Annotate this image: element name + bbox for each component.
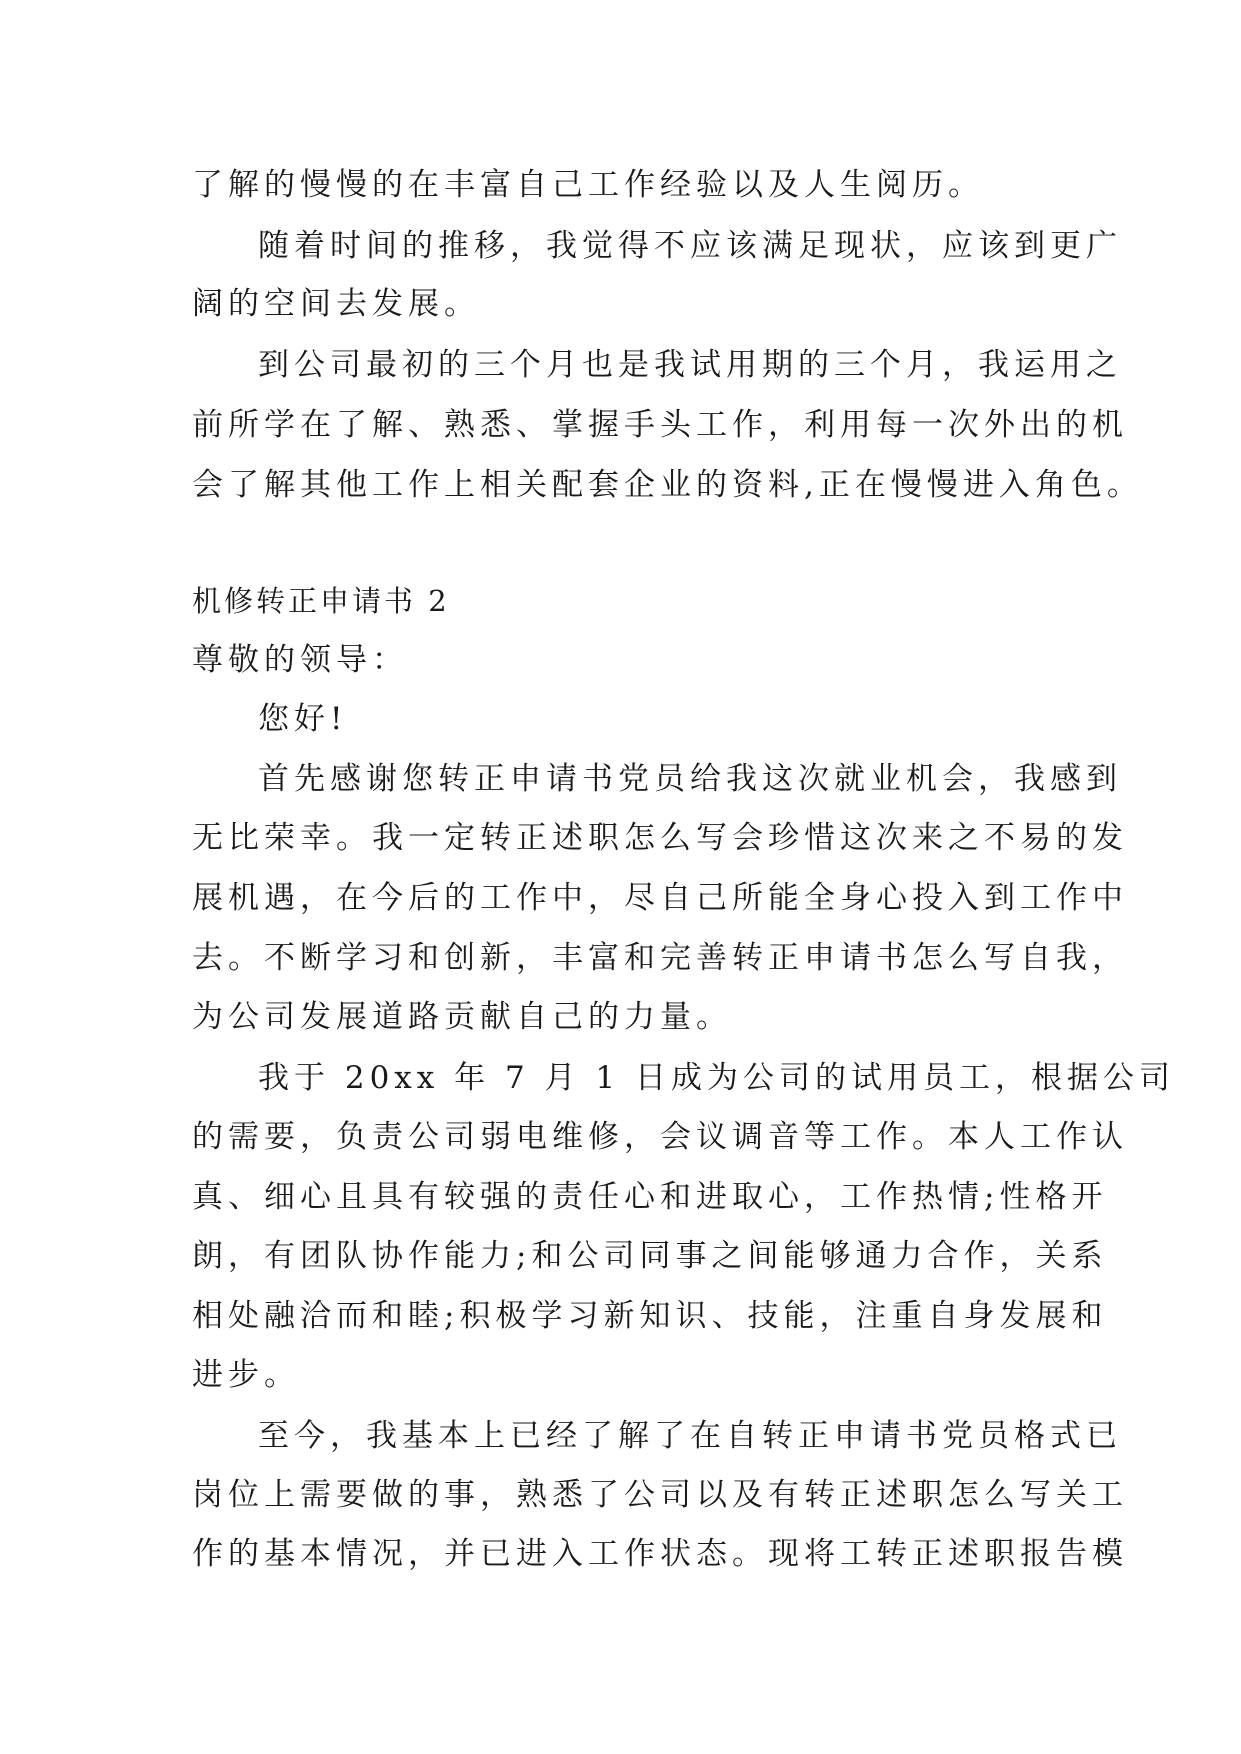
text-line: 进步。 bbox=[192, 1357, 300, 1393]
paragraph-first-line: 随着时间的推移，我觉得不应该满足现状，应该到更广 bbox=[258, 228, 1122, 264]
section-heading: 机修转正申请书 2 bbox=[192, 584, 450, 618]
salutation: 尊敬的领导： bbox=[192, 642, 408, 678]
text-line: 前所学在了解、熟悉、掌握手头工作，利用每一次外出的机 bbox=[192, 407, 1128, 443]
paragraph-first-line: 首先感谢您转正申请书党员给我这次就业机会，我感到 bbox=[258, 761, 1122, 797]
text-line: 的需要，负责公司弱电维修，会议调音等工作。本人工作认 bbox=[192, 1119, 1128, 1155]
paragraph-first-line: 至今，我基本上已经了解了在自转正申请书党员格式已 bbox=[258, 1418, 1122, 1454]
text-line: 岗位上需要做的事，熟悉了公司以及有转正述职怎么写关工 bbox=[192, 1477, 1128, 1513]
text-line: 了解的慢慢的在丰富自己工作经验以及人生阅历。 bbox=[192, 167, 984, 203]
text-line: 去。不断学习和创新，丰富和完善转正申请书怎么写自我， bbox=[192, 940, 1128, 976]
greeting: 您好! bbox=[258, 701, 348, 737]
text-line: 会了解其他工作上相关配套企业的资料,正在慢慢进入角色。 bbox=[192, 467, 1143, 503]
text-line: 作的基本情况，并已进入工作状态。现将工转正述职报告模 bbox=[192, 1536, 1128, 1572]
text-line: 相处融洽而和睦;积极学习新知识、技能，注重自身发展和 bbox=[192, 1298, 1108, 1334]
paragraph-first-line: 到公司最初的三个月也是我试用期的三个月，我运用之 bbox=[258, 347, 1122, 383]
paragraph-first-line: 我于 20xx 年 7 月 1 日成为公司的试用员工，根据公司 bbox=[258, 1060, 1175, 1096]
text-line: 无比荣幸。我一定转正述职怎么写会珍惜这次来之不易的发 bbox=[192, 820, 1128, 856]
text-line: 为公司发展道路贡献自己的力量。 bbox=[192, 999, 732, 1035]
text-line: 阔的空间去发展。 bbox=[192, 286, 480, 322]
text-line: 展机遇，在今后的工作中，尽自己所能全身心投入到工作中 bbox=[192, 880, 1128, 916]
text-line: 真、细心且具有较强的责任心和进取心，工作热情;性格开 bbox=[192, 1179, 1108, 1215]
text-line: 朗，有团队协作能力;和公司同事之间能够通力合作，关系 bbox=[192, 1238, 1108, 1274]
